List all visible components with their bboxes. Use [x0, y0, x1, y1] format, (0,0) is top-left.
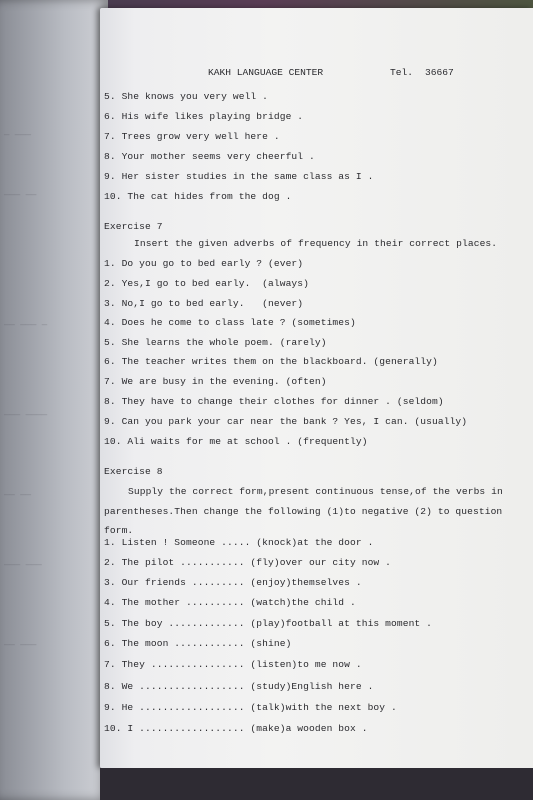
- bleed-through-text: ——— ————: [4, 410, 48, 420]
- bleed-through-text: ——— ———: [4, 560, 42, 570]
- list-item: 6. The moon ............ (shine): [104, 638, 292, 649]
- tel-label: Tel.: [390, 67, 414, 78]
- exercise-8-instruction: form.: [104, 525, 134, 536]
- list-item: 9. Can you park your car near the bank ? Yes, I can. (usually): [104, 416, 468, 427]
- bleed-through-text: —— ——— —: [4, 320, 48, 330]
- list-item: 4. The mother .......... (watch)the child .: [104, 597, 356, 608]
- list-item: 10. The cat hides from the dog .: [104, 191, 292, 202]
- list-item: 1. Do you go to bed early ? (ever): [104, 258, 304, 269]
- list-item: 2. The pilot ........... (fly)over our city now .: [104, 557, 392, 568]
- list-item: 5. The boy ............. (play)football at this moment .: [104, 618, 433, 629]
- list-item: 3. No,I go to bed early. (never): [104, 298, 304, 309]
- list-item: 6. His wife likes playing bridge .: [104, 111, 304, 122]
- list-item: 10. I .................. (make)a wooden box .: [104, 723, 368, 734]
- bleed-through-text: —— ———: [4, 640, 37, 650]
- bleed-through-text: — ———: [4, 130, 32, 140]
- exercise-8-instruction: parentheses.Then change the following (1)to negative (2) to question: [104, 506, 503, 517]
- list-item: 8. They have to change their clothes for dinner . (seldom): [104, 396, 444, 407]
- bleed-through-text: —— ——: [4, 490, 32, 500]
- list-item: 3. Our friends ......... (enjoy)themselves .: [104, 577, 362, 588]
- list-item: 5. She learns the whole poem. (rarely): [104, 337, 327, 348]
- list-item: 7. Trees grow very well here .: [104, 131, 280, 142]
- list-item: 1. Listen ! Someone ..... (knock)at the door .: [104, 537, 374, 548]
- list-item: 2. Yes,I go to bed early. (always): [104, 278, 310, 289]
- facing-page: [0, 0, 108, 800]
- tel-number: 36667: [425, 67, 454, 78]
- list-item: 8. Your mother seems very cheerful .: [104, 151, 315, 162]
- list-item: 4. Does he come to class late ? (sometimes): [104, 317, 356, 328]
- exercise-7-instruction: Insert the given adverbs of frequency in their correct places.: [134, 238, 498, 249]
- list-item: 9. He .................. (talk)with the next boy .: [104, 702, 397, 713]
- list-item: 9. Her sister studies in the same class as I .: [104, 171, 374, 182]
- exercise-8-instruction: Supply the correct form,present continuous tense,of the verbs in: [128, 486, 503, 497]
- list-item: 10. Ali waits for me at school . (frequently): [104, 436, 368, 447]
- list-item: 7. We are busy in the evening. (often): [104, 376, 327, 387]
- list-item: 5. She knows you very well .: [104, 91, 269, 102]
- exercise-7-title: Exercise 7: [104, 221, 163, 232]
- list-item: 6. The teacher writes them on the blackboard. (generally): [104, 356, 438, 367]
- center-name: KAKH LANGUAGE CENTER: [208, 67, 324, 78]
- worksheet-page: [100, 8, 533, 768]
- exercise-8-title: Exercise 8: [104, 466, 163, 477]
- list-item: 7. They ................ (listen)to me now .: [104, 659, 362, 670]
- bleed-through-text: ——— ——: [4, 190, 37, 200]
- background-surface: [100, 768, 533, 800]
- list-item: 8. We .................. (study)English here .: [104, 681, 374, 692]
